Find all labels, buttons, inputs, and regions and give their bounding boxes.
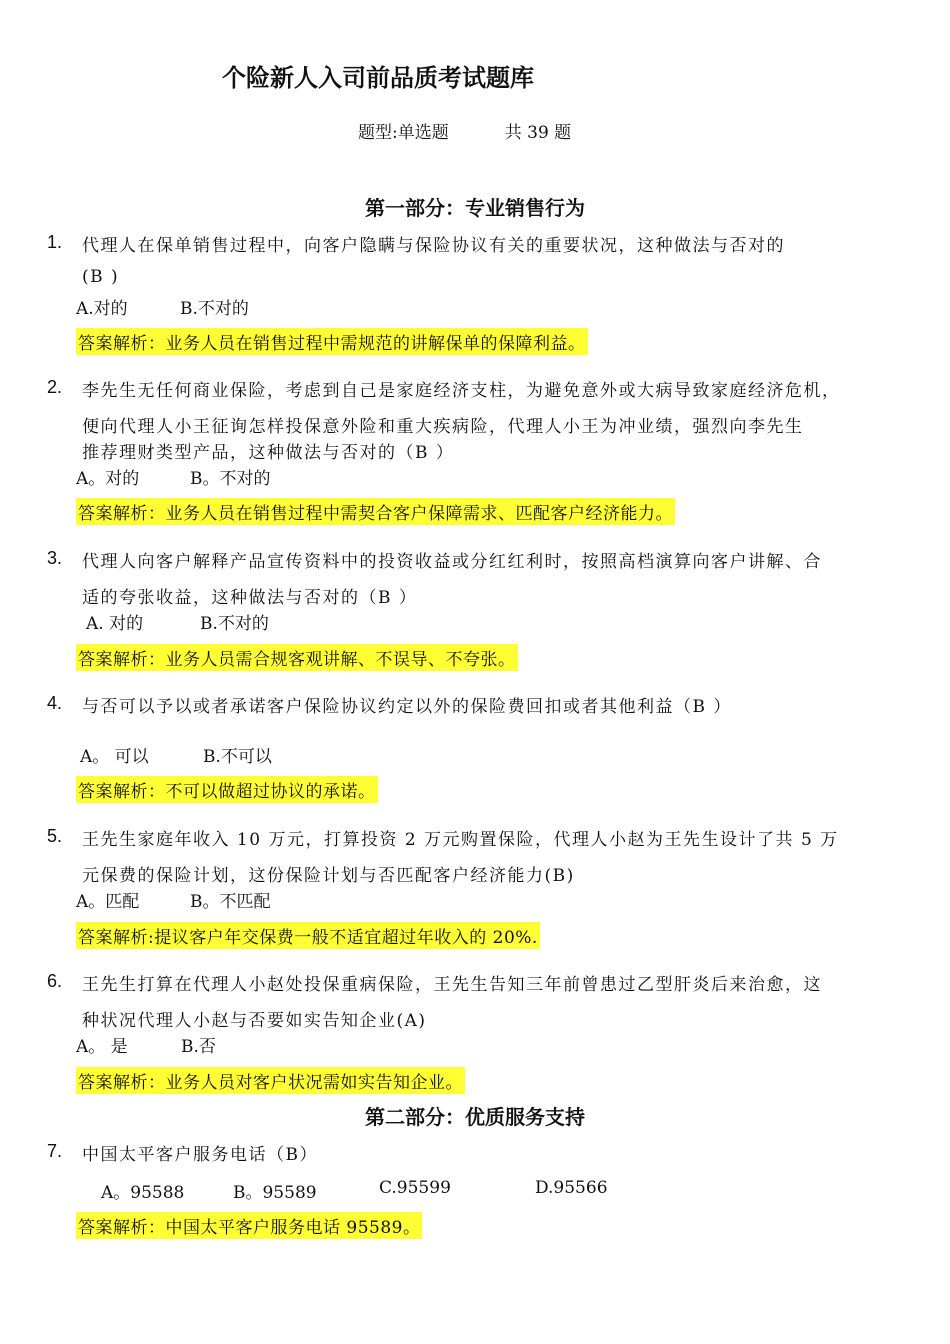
option: A。 可以 <box>80 747 149 767</box>
question-number: 1. <box>47 232 63 252</box>
answer-analysis: 答案解析：业务人员需合规客观讲解、不误导、不夸张。 <box>76 644 518 671</box>
question-text: 王先生家庭年收入 10 万元，打算投资 2 万元购置保险，代理人小赵为王先生设计了共 5 万 <box>82 830 839 850</box>
option: B.不对的 <box>180 299 249 319</box>
answer-analysis: 答案解析：业务人员对客户状况需如实告知企业。 <box>76 1067 465 1094</box>
option: B.不可以 <box>203 747 272 767</box>
option: A.对的 <box>76 299 128 319</box>
question-number: 2. <box>47 377 63 397</box>
section-heading: 第一部分：专业销售行为 <box>365 196 585 220</box>
document-title: 个险新人入司前品质考试题库 <box>222 64 534 92</box>
question-text: 代理人在保单销售过程中，向客户隐瞒与保险协议有关的重要状况，这种做法与否对的 <box>82 236 785 256</box>
question-number: 4. <box>47 693 63 713</box>
question-count: 共 39 题 <box>504 123 572 143</box>
question-text: 元保费的保险计划，这份保险计划与否匹配客户经济能力(B) <box>82 866 575 886</box>
option: B。不匹配 <box>190 892 271 912</box>
question-text: 与否可以予以或者承诺客户保险协议约定以外的保险费回扣或者其他利益（B ） <box>82 697 732 717</box>
option: B。不对的 <box>190 469 271 489</box>
option: D.95566 <box>535 1178 608 1198</box>
question-number: 3. <box>47 548 63 568</box>
question-text: 便向代理人小王征询怎样投保意外险和重大疾病险，代理人小王为冲业绩，强烈向李先生 <box>82 417 804 437</box>
question-text: 种状况代理人小赵与否要如实告知企业(A) <box>82 1011 427 1031</box>
option: A。对的 <box>76 469 140 489</box>
option: C.95599 <box>379 1178 451 1198</box>
section-heading: 第二部分：优质服务支持 <box>365 1105 585 1129</box>
question-number: 6. <box>47 971 63 991</box>
question-text: 适的夸张收益，这种做法与否对的（B ） <box>82 588 418 608</box>
question-text: (B ) <box>82 267 120 287</box>
option: A。匹配 <box>76 892 140 912</box>
question-text: 王先生打算在代理人小赵处投保重病保险，王先生告知三年前曾患过乙型肝炎后来治愈，这 <box>82 975 822 995</box>
option: A. 对的 <box>86 614 144 634</box>
question-number: 7. <box>47 1141 63 1161</box>
question-text: 中国太平客户服务电话（B） <box>82 1145 318 1165</box>
option: A。 是 <box>76 1037 128 1057</box>
question-text: 李先生无任何商业保险，考虑到自己是家庭经济支柱，为避免意外或大病导致家庭经济危机， <box>82 381 841 401</box>
question-text: 代理人向客户解释产品宣传资料中的投资收益或分红红利时，按照高档演算向客户讲解、合 <box>82 552 822 572</box>
answer-analysis: 答案解析：中国太平客户服务电话 95589。 <box>76 1212 422 1239</box>
question-type: 题型:单选题 <box>358 123 449 143</box>
option: B.不对的 <box>200 614 269 634</box>
answer-analysis: 答案解析:提议客户年交保费一般不适宜超过年收入的 20%. <box>76 922 540 949</box>
question-type-info <box>358 118 571 143</box>
answer-analysis: 答案解析：业务人员在销售过程中需规范的讲解保单的保障利益。 <box>76 328 588 355</box>
answer-analysis: 答案解析：业务人员在销售过程中需契合客户保障需求、匹配客户经济能力。 <box>76 498 675 525</box>
option: B.否 <box>181 1037 216 1057</box>
question-number: 5. <box>47 826 63 846</box>
question-text: 推荐理财类型产品，这种做法与否对的（B ） <box>82 443 455 463</box>
option: A。95588 <box>101 1183 185 1203</box>
option: B。95589 <box>233 1183 317 1203</box>
answer-analysis: 答案解析：不可以做超过协议的承诺。 <box>76 776 378 803</box>
